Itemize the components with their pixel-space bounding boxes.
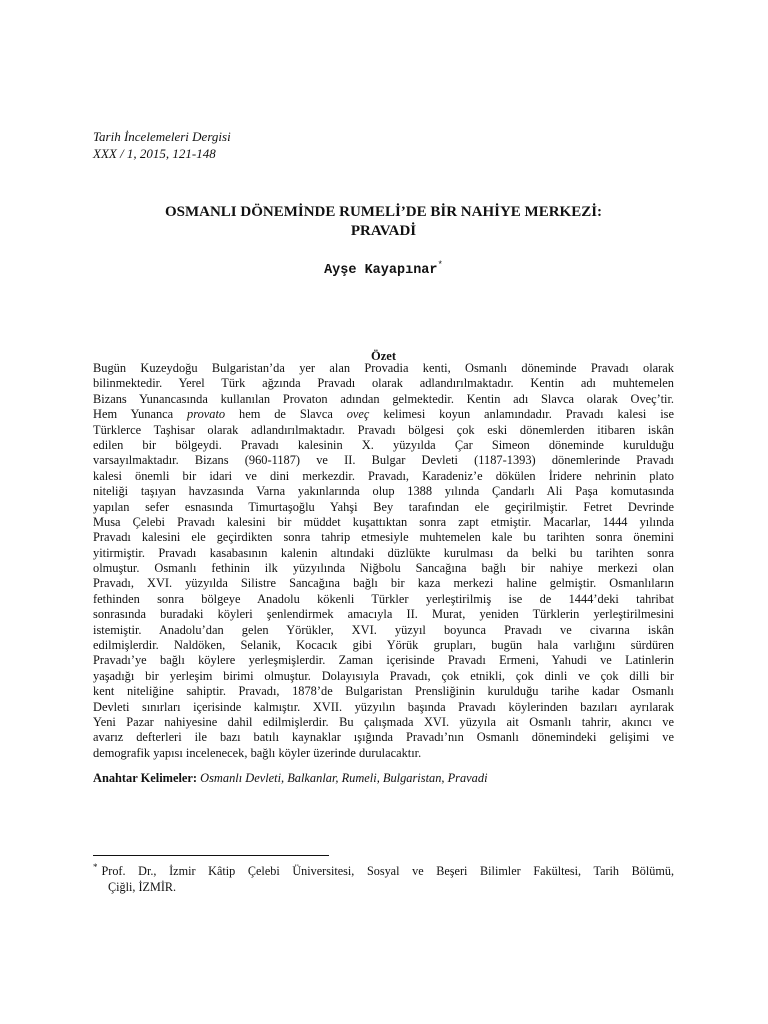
abstract-line: istemiştir. Anadolu’dan gelen Yörükler, XVI. yüzyıl boyunca Pravadı ve civarına iskân: [93, 622, 674, 637]
article-author: [93, 262, 674, 280]
abstract-line: Devleti sınırları içerisinde kalmıştır. XVII. yüzyılın başında Pravadı köylerinden bazıları ayrılarak: [93, 699, 674, 714]
abstract-body: [93, 361, 674, 761]
author-footnote-mark[interactable]: *: [437, 260, 443, 270]
abstract-line: Hem Yunanca provato hem de Slavca oveç kelimesi koyun anlamındadır. Pravadı kalesi ise: [93, 407, 674, 422]
abstract-line: Yeni Pazar nahiyesine dahil edilmişlerdir. Bu çalışmada XVI. yüzyıla ait Osmanlı tahrir, akıncı ve: [93, 714, 674, 729]
abstract-line: avarız defterleri ile bazı batılı kaynaklar ışığında Pravadı’nın Osmanlı dönemindeki gelişimi ve: [93, 730, 674, 745]
abstract-line: edilmişlerdir. Naldöken, Selanik, Kocacık gibi Yörük grupları, bugün hala varlığını sürdüren: [93, 638, 674, 653]
footnote-separator: [93, 855, 329, 856]
journal-name: Tarih İncelemeleri Dergisi: [93, 129, 231, 144]
abstract-line: edilen bir bölgeydi. Pravadı kalesinin X. yüzyılda Çar Simeon döneminde kurulduğu: [93, 437, 674, 452]
keywords-label: Anahtar Kelimeler:: [93, 771, 198, 785]
footnote-line-2: Çiğli, İZMİR.: [108, 880, 177, 894]
abstract-line: Türklerce Taşhisar olarak adlandırılmaktadır. Pravadı bölgesi çok eski dönemlerden itibaren iskân: [93, 422, 674, 437]
abstract-line: Pravadı, XVI. yüzyılda Silistre Sancağına bağlı bir kaza merkezi haline gelmiştir. Osmanlıların: [93, 576, 674, 591]
abstract-line: yapılan sefer esnasında Timurtaşoğlu Yahşi Bey tarafından ele geçirilmiştir. Fetret Devrinde: [93, 499, 674, 514]
journal-issue: XXX / 1, 2015, 121-148: [93, 146, 216, 161]
keywords-value: Osmanlı Devleti, Balkanlar, Rumeli, Bulgaristan, Pravadi: [200, 771, 488, 785]
abstract-line: fethinden sonra bölgeye Anadolu kökenli Türkler yerleştirilmiş ise de 1444’deki tahribat: [93, 591, 674, 606]
abstract-line: yitirmiştir. Pravadı kasabasının kalenin altındaki düzlükte kurulması da belki bu tarihten sonra: [93, 545, 674, 560]
abstract-line: Pravadı kalesini ele geçirdikten sonra tahrip etmesiyle muhtemelen kale bu tarihten sonra önemini: [93, 530, 674, 545]
footnote: [93, 863, 674, 895]
abstract-line: kalesi önemli bir idari ve dini merkezdir. Pravadı, Karadeniz’e dökülen İridere nehrinin plato: [93, 468, 674, 483]
abstract-line: varsayılmaktadır. Bizans (960-1187) ve II. Bulgar Devleti (1187-1393) dönemlerinde Pravadı: [93, 453, 674, 468]
abstract-line: yaşadığı bir yerleşim birimi olmuştur. Dolayısıyla Pravadı, çok etnikli, çok dinli ve çok dilli bir: [93, 668, 674, 683]
article-title-line-1: OSMANLI DÖNEMİNDE RUMELİ’DE BİR NAHİYE MERKEZİ:: [164, 204, 603, 220]
abstract-line: bilinmektedir. Yerel Türk ağzında Pravadı olarak adlandırılmaktadır. Kentin adı muhtemelen: [93, 376, 674, 391]
footnote-line-1: [93, 863, 674, 879]
abstract-line: kent niteliğine sahiptir. Pravadı, 1878’de Bulgaristan Prensliğinin kurulduğu tarihe kadar Osmanlı: [93, 684, 674, 699]
author-name: Ayşe Kayapınar: [324, 263, 438, 278]
abstract-line: demografik yapısı incelenecek, bağlı köyler üzerinde durulacaktır.: [93, 745, 422, 760]
article-title-line-2: PRAVADİ: [350, 223, 417, 239]
footnote-text-1: Prof. Dr., İzmir Kâtip Çelebi Üniversitesi, Sosyal ve Beşeri Bilimler Fakültesi, Tarih Bölümü,: [101, 864, 674, 878]
abstract-line: Musa Çelebi Pravadı kalesini bir müddet kuşattıktan sonra zapt etmiştir. Macarlar, 1444 yılında: [93, 514, 674, 529]
abstract-line: olmuştur. Osmanlı fethinin ilk yüzyılında Niğbolu Sancağına bağlı bir nahiye merkezi olan: [93, 561, 674, 576]
abstract-line: Pravadı’ye bağlı köylere yerleşmişlerdir. Zaman içerisinde Pravadı Ermeni, Yahudi ve Latinlerin: [93, 653, 674, 668]
abstract-line: Bugün Kuzeydoğu Bulgaristan’da yer alan Provadia kenti, Osmanlı döneminde Pravadı olarak: [93, 361, 674, 375]
article-title: [93, 203, 674, 241]
journal-info: [93, 128, 231, 162]
abstract-heading: Özet: [371, 349, 396, 363]
abstract-line: sonrasında buradaki köyleri şenlendirmek amacıyla II. Murat, yeniden Türklerin yerleştirilmesini: [93, 607, 674, 622]
footnote-mark: *: [93, 862, 98, 872]
abstract-line: niteliği taşıyan havzasında Varna yakınlarında olup 1388 yılında Çandarlı Ali Paşa komutasında: [93, 484, 674, 499]
keywords: [93, 770, 674, 786]
abstract-line: Bizans Yunancasında kullanılan Provaton adından gelmektedir. Kentin adı Slavca olarak Oveç’tir.: [93, 391, 674, 406]
